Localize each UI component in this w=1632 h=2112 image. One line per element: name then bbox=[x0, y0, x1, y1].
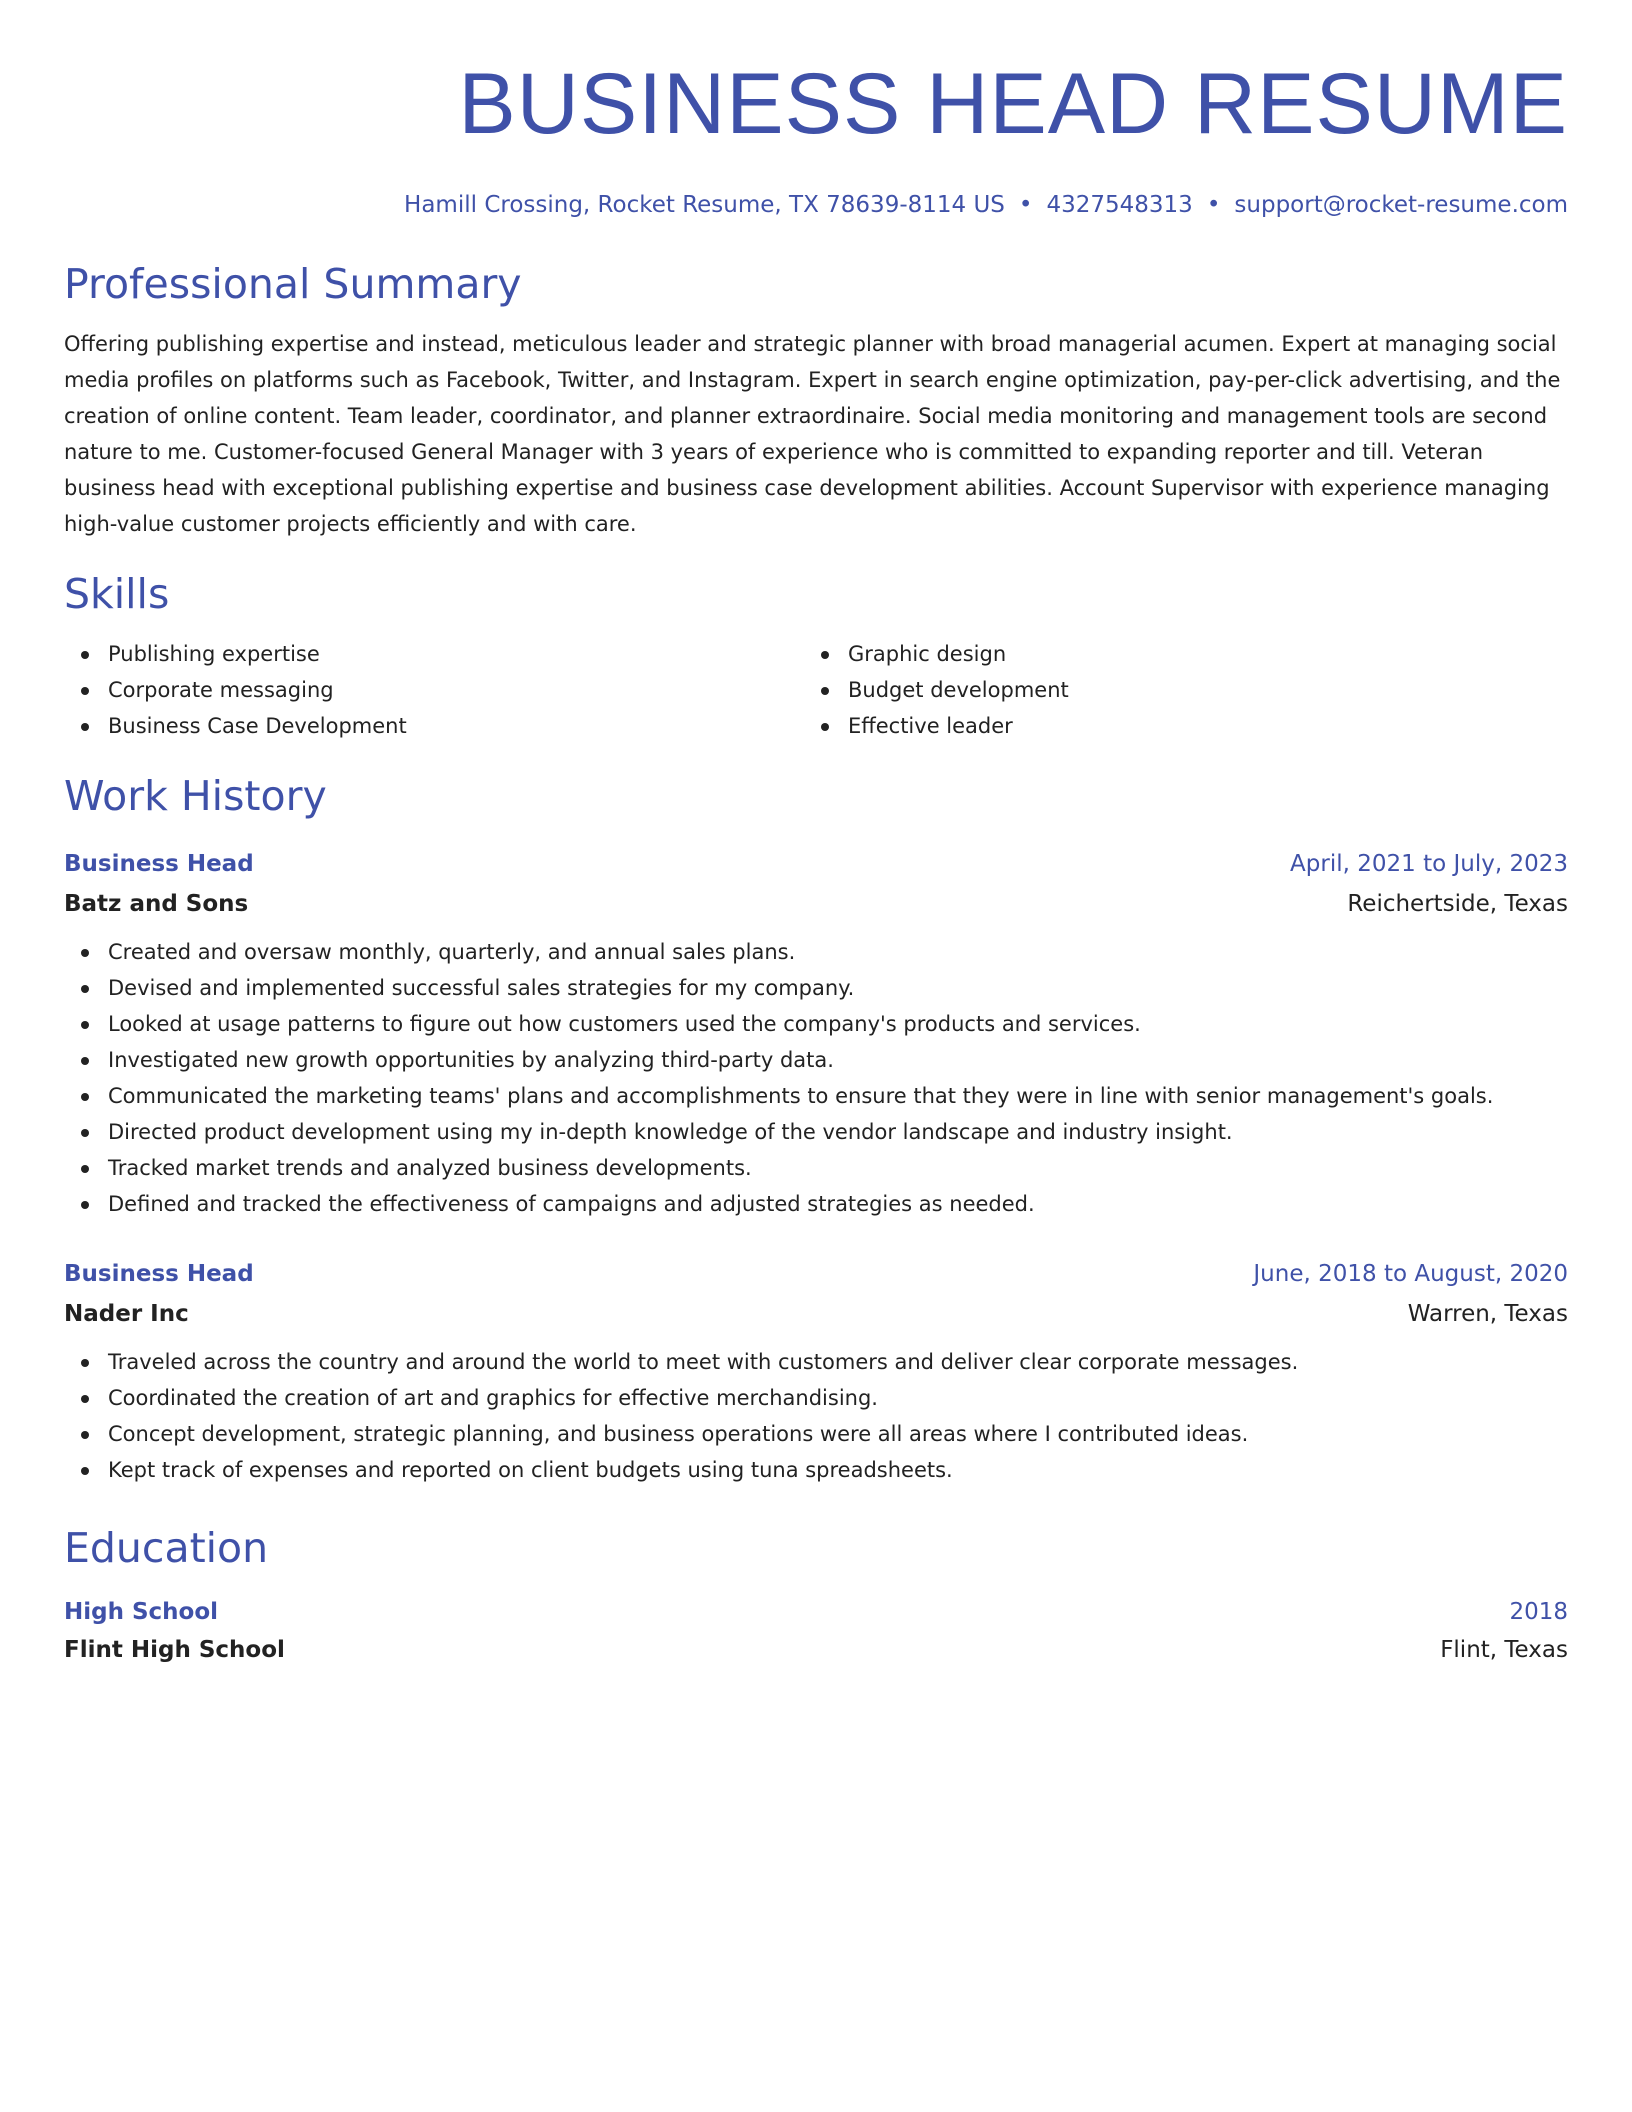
job-company: Batz and Sons bbox=[64, 891, 249, 917]
education-location: Flint, Texas bbox=[1440, 1637, 1568, 1663]
job-entry bbox=[64, 848, 1568, 1222]
skill-item: Budget development bbox=[804, 672, 1544, 708]
education-year: 2018 bbox=[1509, 1599, 1568, 1625]
job-bullet: Tracked market trends and analyzed business developments. bbox=[64, 1150, 1568, 1186]
contact-address: Hamill Crossing, Rocket Resume, TX 78639-8114 US bbox=[404, 192, 1005, 218]
skill-item: Corporate messaging bbox=[64, 672, 804, 708]
contact-line bbox=[64, 190, 1568, 220]
job-bullet: Devised and implemented successful sales strategies for my company. bbox=[64, 970, 1568, 1006]
job-bullet: Investigated new growth opportunities by analyzing third-party data. bbox=[64, 1042, 1568, 1078]
contact-separator: • bbox=[1018, 192, 1033, 218]
summary-text: Offering publishing expertise and instead, meticulous leader and strategic planner with broad managerial acumen. Expert at managing social media profiles on platforms such as Facebook, Twitter, and Instagram. Expert in search engine optimization, pay-per-click advertising, and the creation of online content. Team leader, coordinator, and planner extraordinaire. Social media monitoring and management tools are second nature to me. Customer-focused General Manager with 3 years of experience who is committed to expanding reporter and till. Veteran business head with exceptional publishing expertise and business case development abilities. Account Supervisor with experience managing high-value customer projects efficiently and with care. bbox=[64, 332, 1561, 536]
job-bullets bbox=[64, 934, 1568, 1222]
job-company-row bbox=[64, 880, 1568, 920]
resume-title: BUSINESS HEAD RESUME bbox=[458, 56, 1568, 152]
education-degree: High School bbox=[64, 1599, 219, 1625]
job-entry bbox=[64, 1258, 1568, 1488]
job-title: Business Head bbox=[64, 851, 254, 877]
job-title-row bbox=[64, 848, 1568, 880]
skill-item: Graphic design bbox=[804, 636, 1544, 672]
job-company: Nader Inc bbox=[64, 1301, 189, 1327]
job-bullet: Communicated the marketing teams' plans and accomplishments to ensure that they were in line with senior management's goals. bbox=[64, 1078, 1568, 1114]
job-bullet: Defined and tracked the effectiveness of campaigns and adjusted strategies as needed. bbox=[64, 1186, 1568, 1222]
summary-heading: Professional Summary bbox=[64, 260, 522, 308]
skill-item: Publishing expertise bbox=[64, 636, 804, 672]
skill-item: Effective leader bbox=[804, 708, 1544, 744]
job-bullet: Kept track of expenses and reported on client budgets using tuna spreadsheets. bbox=[64, 1452, 1568, 1488]
job-bullet: Concept development, strategic planning, and business operations were all areas where I contributed ideas. bbox=[64, 1416, 1568, 1452]
work-history-heading: Work History bbox=[64, 772, 327, 820]
education-school: Flint High School bbox=[64, 1637, 285, 1663]
contact-phone: 4327548313 bbox=[1046, 192, 1193, 218]
skill-item: Business Case Development bbox=[64, 708, 804, 744]
contact-separator: • bbox=[1206, 192, 1221, 218]
education-entry bbox=[64, 1596, 1568, 1666]
contact-email: support@rocket-resume.com bbox=[1234, 192, 1568, 218]
job-title: Business Head bbox=[64, 1261, 254, 1287]
skills-heading: Skills bbox=[64, 570, 170, 618]
education-heading: Education bbox=[64, 1524, 269, 1572]
education-school-row bbox=[64, 1628, 1568, 1666]
job-bullets bbox=[64, 1344, 1568, 1488]
job-location: Warren, Texas bbox=[1407, 1301, 1568, 1327]
job-dates: June, 2018 to August, 2020 bbox=[1253, 1261, 1568, 1287]
job-title-row bbox=[64, 1258, 1568, 1290]
job-bullet: Coordinated the creation of art and graphics for effective merchandising. bbox=[64, 1380, 1568, 1416]
skills-column-right bbox=[804, 636, 1544, 744]
job-bullet: Looked at usage patterns to figure out how customers used the company's products and services. bbox=[64, 1006, 1568, 1042]
job-bullet: Directed product development using my in-depth knowledge of the vendor landscape and industry insight. bbox=[64, 1114, 1568, 1150]
skills-grid bbox=[64, 636, 1568, 744]
job-bullet: Traveled across the country and around the world to meet with customers and deliver clear corporate messages. bbox=[64, 1344, 1568, 1380]
job-dates: April, 2021 to July, 2023 bbox=[1290, 851, 1568, 877]
education-degree-row bbox=[64, 1596, 1568, 1628]
job-company-row bbox=[64, 1290, 1568, 1330]
job-location: Reichertside, Texas bbox=[1347, 891, 1568, 917]
skills-column-left bbox=[64, 636, 804, 744]
resume-header bbox=[64, 56, 1568, 220]
job-bullet: Created and oversaw monthly, quarterly, and annual sales plans. bbox=[64, 934, 1568, 970]
